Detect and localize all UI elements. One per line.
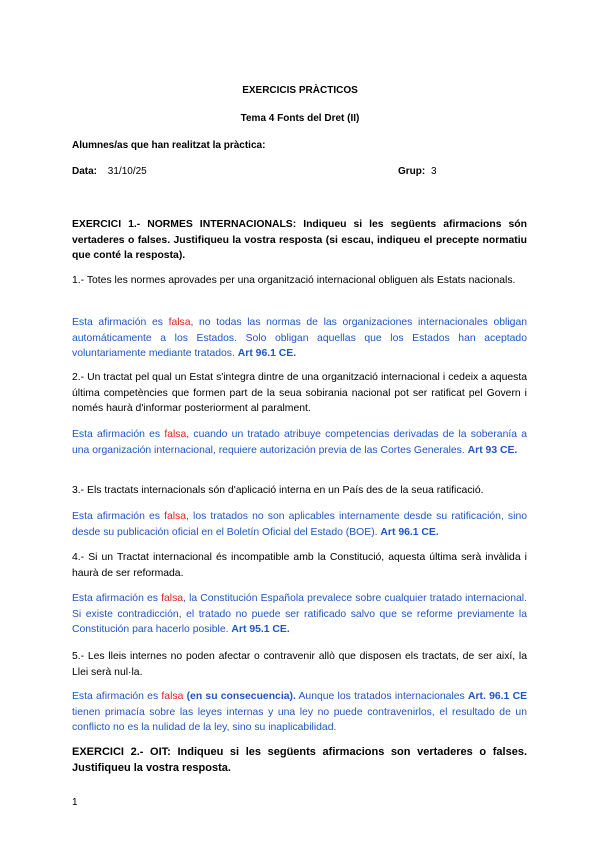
answer-3: Esta afirmación es falsa, los tratados no son aplicables internamente desde su ratificación, sino desde su publicación oficial en el Boletín Oficial del Estado (BOE). Art 96.1 CE. (72, 511, 527, 538)
document-subtitle: Tema 4 Fonts del Dret (II) (240, 113, 360, 124)
false-label: falsa (164, 429, 187, 440)
date-label: Data: (72, 166, 98, 177)
false-label: falsa (164, 511, 187, 522)
date-value: 31/10/25 (107, 166, 147, 177)
exercise2-heading: EXERCICI 2.- OIT: Indiqueu si les següents afirmacions son vertaderes o falses. Justifiqueu la vostra resposta. (72, 746, 527, 774)
group-label: Grup: (398, 166, 426, 177)
answer-2: Esta afirmación es falsa, cuando un tratado atribuye competencias derivadas de la soberanía a una organización internacional, requiere autorización previa de las Cortes Generales. Art 93 CE. (72, 429, 527, 456)
false-label: falsa (161, 593, 184, 604)
date-row (72, 166, 147, 177)
question-2: 2.- Un tractat pel qual un Estat s'integra dintre de una organització internacional i cedeix a aquesta última competències que formen part de la seua sobirania nacional pot ser ratificat pel Govern i només haurà d'informar posteriorment al paralment. (72, 372, 527, 414)
group-value: 3 (431, 166, 437, 177)
question-1: 1.- Totes les normes aprovades per una organització internacional obliguen als Estats nacionals. (72, 275, 516, 286)
group-row (398, 166, 437, 177)
article-ref: Art 95.1 CE. (231, 624, 290, 635)
question-3: 3.- Els tractats internacionals són d'aplicació interna en un País des de la seua ratificació. (72, 485, 484, 496)
document-title: EXERCICIS PRÀCTICOS (242, 85, 358, 96)
question-4: 4.- Si un Tractat internacional és incompatible amb la Constitució, aquesta última serà invàlida i haurà de ser reformada. (72, 552, 527, 579)
students-label: Alumnes/as que han realitzat la pràctica: (72, 140, 266, 151)
false-label: falsa (168, 317, 191, 328)
false-label: falsa (161, 691, 184, 702)
article-ref: Art 96.1 CE. (380, 526, 439, 538)
article-ref: Art. 96.1 CE (467, 691, 528, 702)
answer-4: Esta afirmación es falsa, la Constitución Española prevalece sobre cualquier tratado internacional. Si existe contradicción, el tratado no puede ser ratificado salvo que se reforme previamente la Constitución para hacerlo posible. Art 95.1 CE. (72, 593, 527, 635)
exercise1-heading: EXERCICI 1.- NORMES INTERNACIONALS: Indiqueu si les següents afirmacions són vertaderes o falses. Justifiqueu la vostra resposta (si escau, indiqueu el precepte normatiu que conté la resposta). (72, 219, 527, 261)
article-ref: Art 93 CE. (467, 444, 518, 456)
answer-1: Esta afirmación es falsa, no todas las normas de las organizaciones internacionales obligan automáticamente a los Estados. Solo obligan aquellas que los Estados han aceptado voluntariamente mediante tratados. Art 96.1 CE. (72, 317, 528, 359)
page-number: 1 (72, 797, 78, 808)
answer-5: Esta afirmación es falsa (en su consecuencia). Aunque los tratados internacionales Art. 96.1 CE tienen primacía sobre las leyes internas y una ley no puede contravenirlos, el resultado de un conflicto no es la nulidad de la ley, sino su inaplicabilidad. (72, 691, 528, 733)
article-ref: Art 96.1 CE. (237, 348, 297, 359)
question-5: 5.- Les lleis internes no poden afectar o contravenir allò que disposen els tractats, de ser així, la Llei serà nul·la. (72, 651, 527, 678)
